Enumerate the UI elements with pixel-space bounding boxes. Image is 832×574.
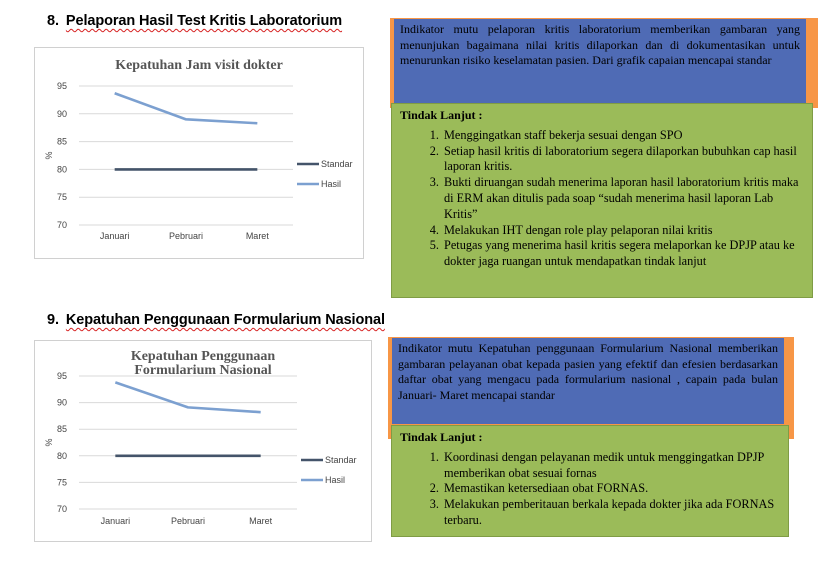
legend-label: Hasil bbox=[321, 179, 342, 189]
x-tick-label: Pebruari bbox=[170, 516, 206, 526]
y-tick-label: 90 bbox=[56, 397, 67, 408]
x-tick-label: Maret bbox=[245, 231, 269, 241]
series-line-hasil bbox=[115, 382, 260, 412]
followup-list bbox=[400, 128, 804, 270]
legend-label: Standar bbox=[321, 159, 353, 169]
section-9-title: Kepatuhan Penggunaan Formularium Nasional bbox=[65, 312, 385, 328]
followup-item: 1. Menggingatkan staff bekerja sesuai dengan SPO bbox=[442, 128, 804, 144]
followup-title: Tindak Lanjut : bbox=[400, 108, 483, 122]
chart-title: Kepatuhan Penggunaan Formularium Nasional bbox=[130, 349, 276, 378]
section-9-description: Indikator mutu Kepatuhan penggunaan Formularium Nasional memberikan gambaran pelayanan obat kepada pasien yang efektif dan efesien berdasarkan daftar obat yang mengacu pada formularium nasional , capain pada bulan Januari- Maret mencapai standar bbox=[392, 338, 784, 424]
y-tick-label: 95 bbox=[56, 371, 67, 381]
y-tick-label: 85 bbox=[56, 136, 67, 147]
section-8-heading bbox=[47, 13, 342, 29]
y-tick-label: 70 bbox=[56, 504, 67, 514]
x-tick-label: Januari bbox=[100, 516, 131, 526]
followup-item: 1. Koordinasi dengan pelayanan medik untuk menggingatkan DPJP memberikan obat sesuai fornas bbox=[442, 450, 780, 482]
legend-label: Standar bbox=[325, 455, 357, 465]
section-8-description: Indikator mutu pelaporan kritis laboratorium memberikan gambaran yang menunjukan bagaimana nilai kritis dilaporkan dan di dokumentasikan untuk menurunkan risiko keselamatan pasien. Dari grafik capaian mencapai standar bbox=[394, 19, 806, 105]
series-line-hasil bbox=[115, 93, 258, 123]
section-8-title: Pelaporan Hasil Test Kritis Laboratorium bbox=[65, 13, 343, 29]
chart-svg bbox=[35, 48, 363, 258]
followup-item: 5. Petugas yang menerima hasil kritis segera melaporkan ke DPJP atau ke dokter jaga ruangan untuk mendapatkan tindak lanjut bbox=[442, 238, 804, 270]
section-9-heading bbox=[47, 312, 385, 328]
y-tick-label: 90 bbox=[56, 108, 67, 119]
y-tick-label: 75 bbox=[56, 192, 67, 203]
x-tick-label: Pebruari bbox=[168, 231, 204, 241]
section-9-number: 9. bbox=[47, 312, 59, 328]
chart-jam-visit bbox=[34, 47, 364, 259]
x-tick-label: Maret bbox=[249, 516, 273, 526]
y-axis-label: % bbox=[44, 438, 54, 447]
x-tick-label: Januari bbox=[99, 231, 130, 241]
y-tick-label: 95 bbox=[56, 81, 67, 91]
y-tick-label: 85 bbox=[56, 424, 67, 435]
section-9-followup bbox=[391, 425, 789, 537]
followup-item: 3. Melakukan pemberitauan berkala kepada dokter jika ada FORNAS terbaru. bbox=[442, 497, 780, 529]
legend-label: Hasil bbox=[325, 475, 346, 485]
section-8-number: 8. bbox=[47, 13, 59, 29]
followup-item: 2. Setiap hasil kritis di laboratorium segera dilaporkan bubuhkan cap hasil laporan kritis. bbox=[442, 144, 804, 176]
chart-title: Kepatuhan Jam visit dokter bbox=[115, 58, 283, 73]
y-tick-label: 80 bbox=[56, 164, 67, 175]
y-tick-label: 80 bbox=[56, 450, 67, 461]
followup-title: Tindak Lanjut : bbox=[400, 430, 483, 444]
y-axis-label: % bbox=[44, 151, 54, 160]
followup-item: 4. Melakukan IHT dengan role play pelaporan nilai kritis bbox=[442, 223, 804, 239]
y-tick-label: 75 bbox=[56, 477, 67, 488]
section-8-followup bbox=[391, 103, 813, 298]
followup-item: 3. Bukti diruangan sudah menerima laporan hasil laboratorium kritis maka di ERM akan ditulis pada soap “sudah menerima hasil laporan Lab Kritis” bbox=[442, 175, 804, 222]
followup-list bbox=[400, 450, 780, 529]
followup-item: 2. Memastikan ketersediaan obat FORNAS. bbox=[442, 481, 780, 497]
y-tick-label: 70 bbox=[56, 220, 67, 230]
chart-formularium bbox=[34, 340, 372, 542]
